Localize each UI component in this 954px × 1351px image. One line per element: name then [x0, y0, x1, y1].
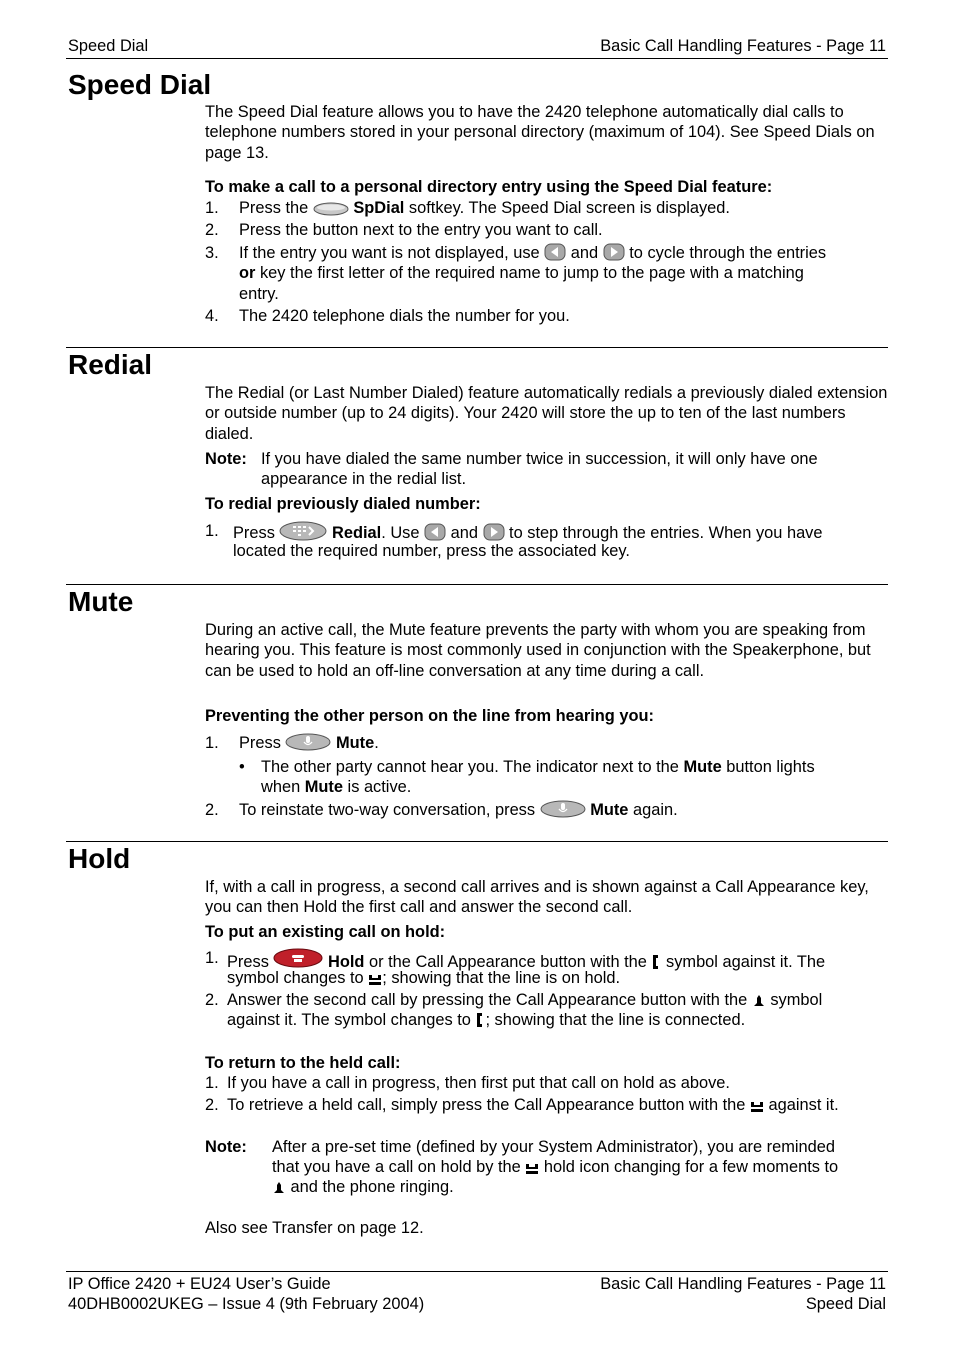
redial-intro: The Redial (or Last Number Dialed) feature automatically redials a previously dialed extension or outside number (up to 24 digits). Your 2420 will store the up to ten of the last numbers dialed.: [205, 384, 888, 443]
footer-right-2: Speed Dial: [805, 1295, 886, 1313]
footer-left-1: IP Office 2420 + EU24 User’s Guide: [68, 1275, 331, 1293]
on-hold-icon: [525, 1160, 539, 1180]
hold-note-label: Note:: [205, 1138, 247, 1156]
section-rule: [66, 584, 888, 585]
ringing-bell-icon: [272, 1180, 286, 1200]
mute-subhead: Preventing the other person on the line from hearing you:: [205, 707, 654, 725]
section-title-redial: Redial: [68, 349, 153, 380]
bullet-icon: •: [239, 758, 245, 776]
section-title-mute: Mute: [68, 586, 134, 617]
speed-dial-intro: The Speed Dial feature allows you to have the 2420 telephone automatically dial calls to telephone numbers stored in your personal directory (maximum of 104). See Speed Dials on page 13.: [205, 103, 875, 162]
hold-subhead-return: To return to the held call:: [205, 1054, 401, 1072]
footer-right-1: Basic Call Handling Features - Page 11: [600, 1275, 886, 1293]
section-title-hold: Hold: [68, 843, 131, 874]
mute-button-icon: [285, 733, 331, 756]
connected-handset-icon: [475, 1012, 485, 1033]
header-left: Speed Dial: [68, 37, 149, 55]
mute-intro: During an active call, the Mute feature prevents the party with whom you are speaking from hearing you. This feature is most commonly used in conjunction with the Speakerphone, but can be used to hold an off-line conversation at any time during a call.: [205, 621, 871, 680]
hold-intro: If, with a call in progress, a second call arrives and is shown against a Call Appearance key, you can then Hold the first call and answer the second call.: [205, 878, 869, 917]
redial-note: If you have dialed the same number twice in succession, it will only have one appearance in the redial list.: [261, 450, 818, 489]
on-hold-icon: [368, 971, 382, 991]
header-right: Basic Call Handling Features - Page 11: [600, 37, 886, 55]
hold-note-line-3: and the phone ringing.: [272, 1177, 454, 1200]
hold-subhead-put: To put an existing call on hold:: [205, 923, 446, 941]
section-rule: [66, 347, 888, 348]
header-rule: [66, 58, 888, 59]
section-rule: [66, 841, 888, 842]
softkey-button-icon: [313, 201, 349, 221]
hold-note-line-1: After a pre-set time (defined by your System Administrator), you are reminded: [272, 1138, 835, 1156]
hold-also-see: Also see Transfer on page 12.: [205, 1219, 424, 1237]
redial-note-label: Note:: [205, 450, 247, 468]
mute-button-icon: [540, 800, 586, 823]
connected-handset-icon: [651, 954, 661, 975]
section-title-speed-dial: Speed Dial: [68, 69, 212, 100]
ringing-bell-icon: [752, 993, 766, 1013]
redial-subhead: To redial previously dialed number:: [205, 495, 481, 513]
footer-left-2: 40DHB0002UKEG – Issue 4 (9th February 2004): [68, 1295, 425, 1313]
on-hold-icon: [750, 1098, 764, 1118]
speed-dial-subhead: To make a call to a personal directory entry using the Speed Dial feature:: [205, 178, 773, 196]
hold-note-line-2: that you have a call on hold by the hold icon changing for a few moments to: [272, 1157, 838, 1180]
footer-rule: [66, 1271, 888, 1272]
